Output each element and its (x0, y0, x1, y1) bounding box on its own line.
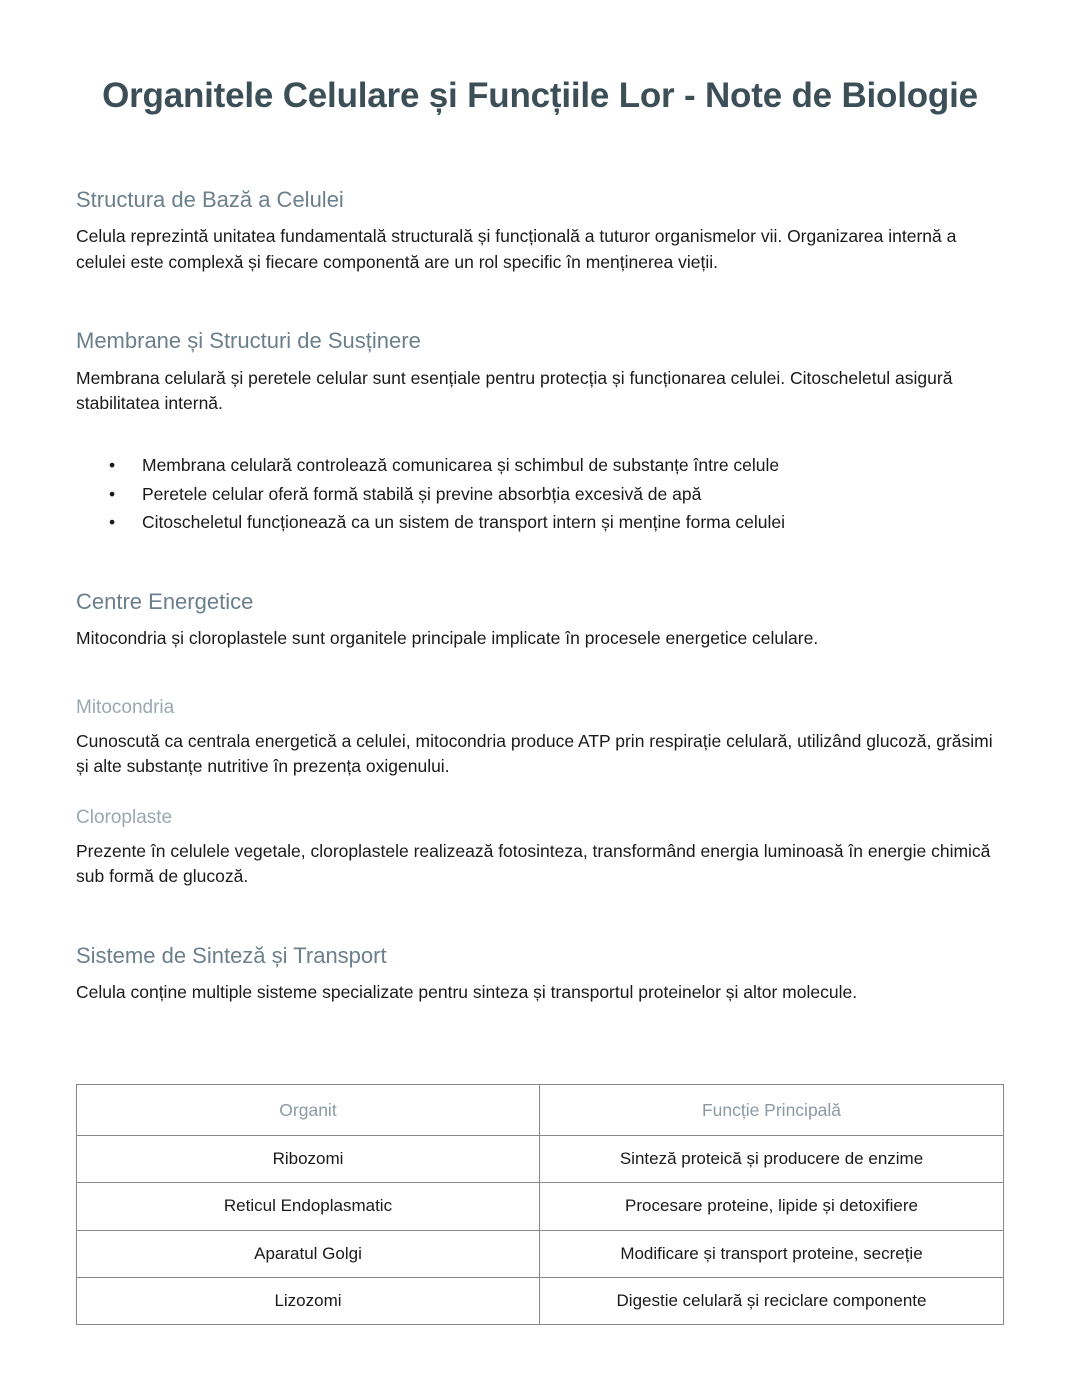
table-column-header-organit: Organit (77, 1084, 540, 1136)
section-heading: Sisteme de Sinteză și Transport (76, 942, 387, 968)
list-item-label: Membrana celulară controlează comunicarea și schimbul de substanțe între celule (142, 455, 780, 476)
table-cell-functie: Modificare și transport proteine, secreție (540, 1230, 1004, 1277)
table-column-header-functie: Funcție Principală (540, 1084, 1004, 1136)
subsection-mitocondria (76, 696, 1004, 780)
section-centre-energetice (76, 588, 1004, 890)
table-cell-organit: Reticul Endoplasmatic (77, 1183, 540, 1230)
section-paragraph: Celula conține multiple sisteme specializate pentru sinteza și transportul proteinelor și altor molecule. (76, 982, 858, 1003)
subsection-cloroplaste (76, 806, 1004, 890)
section-paragraph: Membrana celulară și peretele celular sunt esențiale pentru protecția și funcționarea celulei. Citoscheletul asigură stabilitatea internă. (76, 367, 953, 413)
page-title: Organitele Celulare și Funcțiile Lor - Note de Biologie (102, 76, 978, 115)
section-structura-de-baza (76, 186, 1004, 275)
subsection-paragraph: Prezente în celulele vegetale, cloroplastele realizează fotosinteza, transformând energia luminoasă în energie chimică sub formă de glucoză. (76, 841, 991, 887)
table-row (77, 1136, 1004, 1183)
table-row (77, 1277, 1004, 1324)
list-item (109, 482, 1004, 508)
table-cell-organit: Ribozomi (77, 1136, 540, 1183)
list-item-label: Peretele celular oferă formă stabilă și previne absorbția excesivă de apă (142, 483, 702, 504)
table-cell-functie: Sinteză proteică și producere de enzime (540, 1136, 1004, 1183)
table-row (77, 1183, 1004, 1230)
bullet-list (76, 453, 1004, 536)
section-heading: Structura de Bază a Celulei (76, 186, 344, 212)
bullet-dot-icon: • (109, 512, 116, 533)
section-heading: Centre Energetice (76, 588, 254, 614)
table-body (77, 1136, 1004, 1324)
table-header-row (77, 1084, 1004, 1136)
section-paragraph: Mitocondria și cloroplastele sunt organitele principale implicate în procesele energetice celulare. (76, 628, 819, 649)
section-sisteme-sinteza-transport (76, 942, 1004, 1006)
list-item (109, 453, 1004, 479)
subsection-paragraph: Cunoscută ca centrala energetică a celulei, mitocondria produce ATP prin respirație celulară, utilizând glucoză, grăsimi și alte substanțe nutritive în prezența oxigenului. (76, 730, 993, 776)
subsection-heading: Cloroplaste (76, 807, 173, 829)
table-cell-organit: Aparatul Golgi (77, 1230, 540, 1277)
section-heading: Membrane și Structuri de Susținere (76, 328, 421, 353)
organelle-table (76, 1084, 1004, 1325)
section-paragraph: Celula reprezintă unitatea fundamentală structurală și funcțională a tuturor organismelor vii. Organizarea internă a celulei este complexă și fiecare componentă are un rol specific în menținerea vieții. (76, 226, 957, 272)
subsection-heading: Mitocondria (76, 696, 175, 718)
table-cell-organit: Lizozomi (77, 1277, 540, 1324)
table-cell-functie: Digestie celulară și reciclare componente (540, 1277, 1004, 1324)
table-cell-functie: Procesare proteine, lipide și detoxifiere (540, 1183, 1004, 1230)
bullet-dot-icon: • (109, 483, 116, 504)
table-row (77, 1230, 1004, 1277)
bullet-dot-icon: • (109, 455, 116, 476)
section-membrane-si-structuri (76, 327, 1004, 536)
table-header (77, 1084, 1004, 1136)
list-item-label: Citoscheletul funcționează ca un sistem de transport intern și menține forma celulei (142, 512, 785, 533)
organelle-table-container (76, 1084, 1004, 1325)
list-item (109, 510, 1004, 536)
